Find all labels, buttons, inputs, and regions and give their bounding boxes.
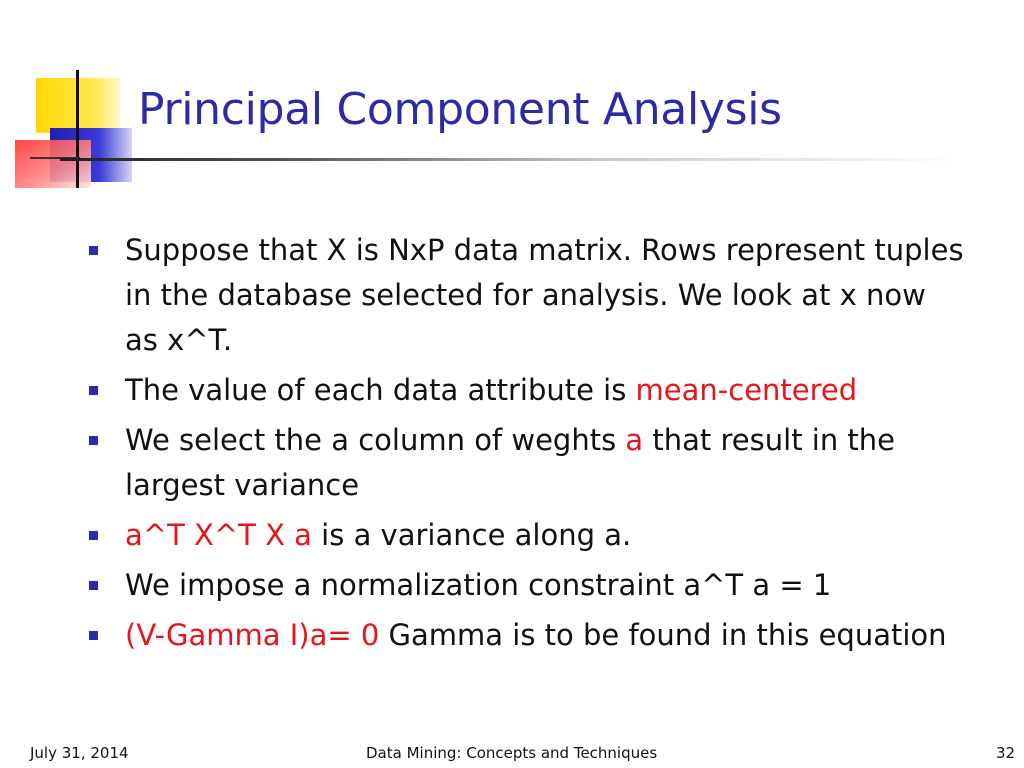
bullet-text: The value of each data attribute is — [125, 373, 636, 407]
bullet-square-icon — [89, 631, 98, 640]
emphasis-text: a^T X^T X a — [125, 518, 312, 552]
bullet-item — [0, 368, 1024, 413]
bullet-text: Suppose that X is NxP data matrix. Rows represent tuples in the database selected for analysis. We look at x now as x^T. — [125, 233, 964, 357]
bullet-text: We impose a normalization constraint a^T a = 1 — [125, 568, 832, 602]
emphasis-text: (V-Gamma I)a= 0 — [125, 618, 380, 652]
bullet-text: We select the a column of weghts — [125, 423, 626, 457]
bullet-text: Gamma is to be found in this equation — [379, 618, 947, 652]
slide-logo-decoration — [0, 0, 140, 200]
slide-content — [0, 228, 1024, 663]
bullet-text: is a variance along a. — [311, 518, 632, 552]
bullet-item — [0, 563, 1024, 608]
bullet-item — [0, 418, 1024, 508]
footer-date: July 31, 2014 — [30, 744, 129, 762]
bullet-square-icon — [89, 436, 98, 445]
slide-title: Principal Component Analysis — [138, 84, 782, 135]
emphasis-text: mean-centered — [635, 373, 858, 407]
title-underline — [60, 158, 960, 161]
bullet-square-icon — [89, 581, 98, 590]
bullet-square-icon — [89, 246, 98, 255]
bullet-square-icon — [89, 386, 98, 395]
bullet-item — [0, 228, 1024, 363]
bullet-list — [0, 228, 1024, 658]
bullet-item — [0, 513, 1024, 558]
footer-page-number: 32 — [996, 744, 1016, 762]
bullet-item — [0, 613, 1024, 658]
emphasis-text: a — [625, 423, 644, 457]
bullet-text: that result in the largest variance — [125, 423, 896, 502]
bullet-square-icon — [89, 531, 98, 540]
footer-course-title: Data Mining: Concepts and Techniques — [366, 744, 658, 762]
